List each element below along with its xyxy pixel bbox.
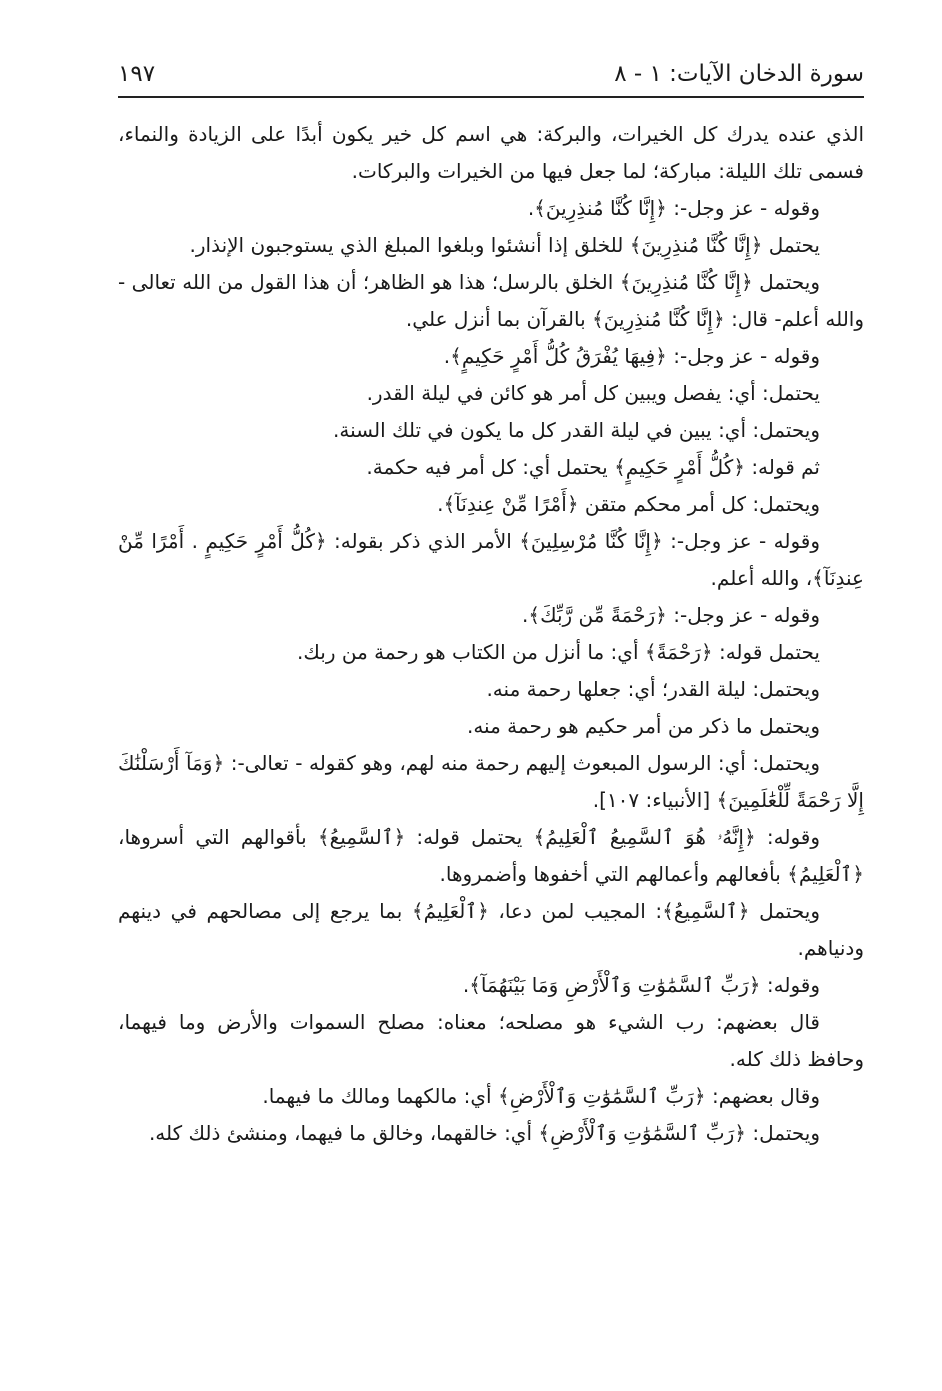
paragraph: ويحتمل: أي: الرسول المبعوث إليهم رحمة منه لهم، وهو كقوله - تعالى-: ﴿وَمَآ أَرْسَلْنَٰكَ إِلَّا رَحْمَةً لِّلْعَٰلَمِينَ﴾ [الأنبياء: ١٠٧]. — [118, 751, 864, 812]
paragraph: وقوله: ﴿إِنَّهُۥ هُوَ ٱلسَّمِيعُ ٱلْعَلِيمُ﴾ يحتمل قوله: ﴿ٱلسَّمِيعُ﴾ بأقوالهم التي أسروها، ﴿ٱلْعَلِيمُ﴾ بأفعالهم وأعمالهم التي أخفوها وأضمروها. — [118, 825, 864, 886]
paragraph: وقوله: ﴿رَبِّ ٱلسَّمَٰوَٰتِ وَٱلْأَرْضِ وَمَا بَيْنَهُمَآ﴾. — [462, 973, 820, 997]
paragraph: قال بعضهم: رب الشيء هو مصلحه؛ معناه: مصلح السموات والأرض وما فيهما، وحافظ ذلك كله. — [118, 1010, 864, 1071]
header-title: سورة الدخان الآيات: ١ - ٨ — [614, 61, 864, 87]
paragraph: يحتمل: أي: يفصل ويبين كل أمر هو كائن في ليلة القدر. — [366, 381, 820, 405]
paragraph: يحتمل قوله: ﴿رَحْمَةً﴾ أي: ما أنزل من الكتاب هو رحمة من ربك. — [297, 640, 820, 664]
paragraph: ويحتمل ﴿ٱلسَّمِيعُ﴾: المجيب لمن دعا، ﴿ٱلْعَلِيمُ﴾ بما يرجع إلى مصالحهم في دينهم ودنياهم. — [118, 899, 864, 960]
paragraph: ويحتمل: أي: يبين في ليلة القدر كل ما يكون في تلك السنة. — [333, 418, 820, 442]
page-number: ١٩٧ — [118, 61, 156, 87]
paragraph: وقوله - عز وجل-: ﴿فِيهَا يُفْرَقُ كُلُّ أَمْرٍ حَكِيمٍ﴾. — [443, 344, 820, 368]
paragraph: ويحتمل ﴿إِنَّا كُنَّا مُنذِرِينَ﴾ الخلق بالرسل؛ هذا هو الظاهر؛ أن هذا القول من الله تعالى - والله أعلم- قال: ﴿إِنَّا كُنَّا مُنذِرِينَ﴾ بالقرآن بما أنزل علي. — [118, 270, 864, 331]
paragraph: الذي عنده يدرك كل الخيرات، والبركة: هي اسم كل خير يكون أبدًا على الزيادة والنماء، فسمى تلك الليلة: مباركة؛ لما جعل فيها من الخيرات والبركات. — [118, 122, 864, 183]
paragraph: ويحتمل: ليلة القدر؛ أي: جعلها رحمة منه. — [486, 677, 820, 701]
paragraph: ويحتمل ما ذكر من أمر حكيم هو رحمة منه. — [466, 714, 820, 738]
paragraph: وقال بعضهم: ﴿رَبِّ ٱلسَّمَٰوَٰتِ وَٱلْأَرْضِ﴾ أي: مالكهما ومالك ما فيهما. — [262, 1084, 820, 1108]
paragraph: وقوله - عز وجل-: ﴿رَحْمَةً مِّن رَّبِّكَ﴾. — [522, 603, 820, 627]
page-body — [118, 116, 864, 1152]
paragraph: ويحتمل: ﴿رَبِّ ٱلسَّمَٰوَٰتِ وَٱلْأَرْضِ﴾ أي: خالقهما، وخالق ما فيهما، ومنشئ ذلك كله. — [148, 1121, 820, 1145]
paragraph: وقوله - عز وجل-: ﴿إِنَّا كُنَّا مُنذِرِينَ﴾. — [527, 196, 820, 220]
paragraph: ويحتمل: كل أمر محكم متقن ﴿أَمْرًا مِّنْ عِندِنَآ﴾. — [437, 492, 820, 516]
header-divider — [118, 96, 864, 98]
paragraph: يحتمل ﴿إِنَّا كُنَّا مُنذِرِينَ﴾ للخلق إذا أنشئوا وبلغوا المبلغ الذي يستوجبون الإنذار. — [189, 233, 820, 257]
paragraph: وقوله - عز وجل-: ﴿إِنَّا كُنَّا مُرْسِلِينَ﴾ الأمر الذي ذكر بقوله: ﴿كُلُّ أَمْرٍ حَكِيمٍ . أَمْرًا مِّنْ عِندِنَآ﴾، والله أعلم. — [118, 529, 864, 590]
running-header — [118, 58, 864, 94]
paragraph: ثم قوله: ﴿كُلُّ أَمْرٍ حَكِيمٍ﴾ يحتمل أي: كل أمر فيه حكمة. — [366, 455, 820, 479]
